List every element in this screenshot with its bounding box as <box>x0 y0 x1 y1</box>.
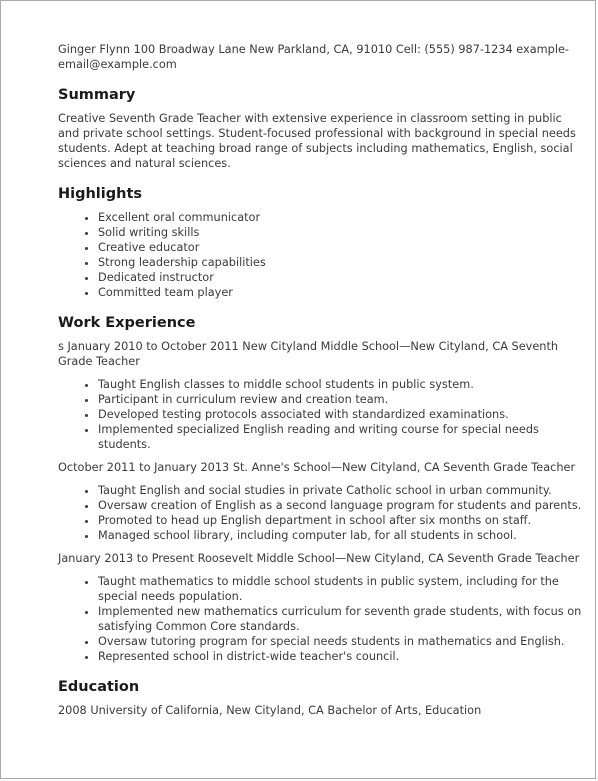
experience-heading: Work Experience <box>58 315 196 331</box>
job-duties-list <box>58 377 583 452</box>
job-entry <box>58 460 583 543</box>
highlights-list <box>58 210 583 300</box>
list-item: • Promoted to head up English department in school after six months on staff. <box>98 513 583 528</box>
list-item: • Developed testing protocols associated with standardized examinations. <box>98 407 583 422</box>
job-title-line: October 2011 to January 2013 St. Anne's School—New Cityland, CA Seventh Grade Teacher <box>58 461 576 474</box>
job-entry <box>58 339 583 452</box>
summary-heading: Summary <box>58 87 136 103</box>
education-heading: Education <box>58 679 140 695</box>
list-item: • Represented school in district-wide teacher's council. <box>98 649 583 664</box>
experience-section <box>58 314 583 664</box>
job-title-line: January 2013 to Present Roosevelt Middle School—New Cityland, CA Seventh Grade Teacher <box>58 552 580 565</box>
list-item: • Managed school library, including computer lab, for all students in school. <box>98 528 583 543</box>
list-item: • Taught English and social studies in private Catholic school in urban community. <box>98 483 583 498</box>
contact-info: Ginger Flynn 100 Broadway Lane New Parkland, CA, 91010 Cell: (555) 987-1234 example-email@example.com <box>58 43 570 71</box>
education-section <box>58 678 583 718</box>
list-item: • Participant in curriculum review and creation team. <box>98 392 583 407</box>
list-item: • Committed team player <box>98 285 583 300</box>
job-duties-list <box>58 483 583 543</box>
highlights-heading: Highlights <box>58 186 143 202</box>
summary-section <box>58 86 583 171</box>
list-item: • Strong leadership capabilities <box>98 255 583 270</box>
job-title-line: s January 2010 to October 2011 New Cityland Middle School—New Cityland, CA Seventh Grade Teacher <box>58 340 559 368</box>
list-item: • Solid writing skills <box>98 225 583 240</box>
job-entry <box>58 551 583 664</box>
highlights-section <box>58 185 583 300</box>
list-item: • Taught mathematics to middle school students in public system, including for the special needs population. <box>98 574 583 604</box>
list-item: • Oversaw creation of English as a second language program for students and parents. <box>98 498 583 513</box>
list-item: • Excellent oral communicator <box>98 210 583 225</box>
education-text: 2008 University of California, New Cityland, CA Bachelor of Arts, Education <box>58 704 482 717</box>
list-item: • Dedicated instructor <box>98 270 583 285</box>
resume-content <box>58 42 583 718</box>
list-item: • Implemented new mathematics curriculum for seventh grade students, with focus on satisfying Common Core standards. <box>98 604 583 634</box>
list-item: • Implemented specialized English reading and writing course for special needs students. <box>98 422 583 452</box>
list-item: • Creative educator <box>98 240 583 255</box>
summary-text: Creative Seventh Grade Teacher with extensive experience in classroom setting in public and private school settings. Student-focused professional with background in special needs students. Adept at teaching broad range of subjects including mathematics, English, social sciences and natural sciences. <box>58 112 576 170</box>
list-item: • Oversaw tutoring program for special needs students in mathematics and English. <box>98 634 583 649</box>
job-duties-list <box>58 574 583 664</box>
list-item: • Taught English classes to middle school students in public system. <box>98 377 583 392</box>
